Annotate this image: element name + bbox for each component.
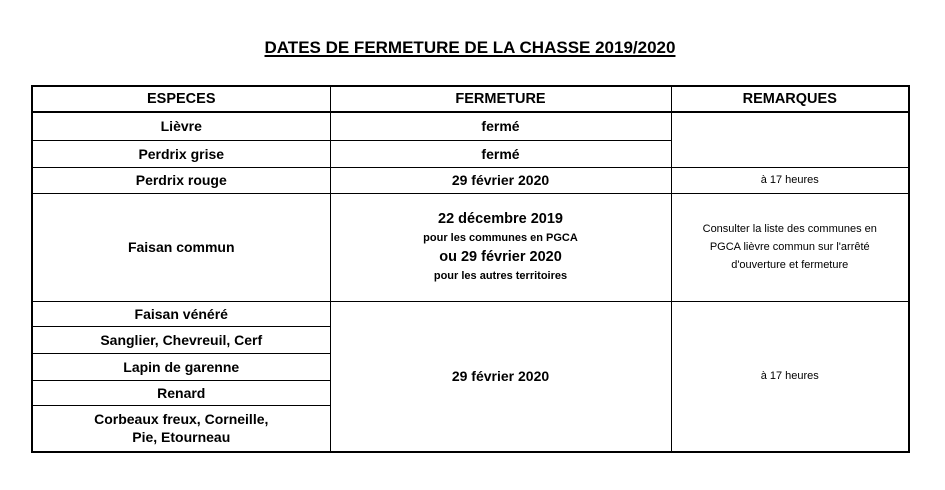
espece-cell: Lièvre — [32, 112, 330, 140]
espece-cell: Perdrix grise — [32, 140, 330, 167]
fermeture-cell-faisan — [330, 193, 671, 301]
header-especes: ESPECES — [32, 86, 330, 112]
fermeture-cell: fermé — [330, 112, 671, 140]
group-fermeture-cell: 29 février 2020 — [330, 301, 671, 452]
fermeture-line: pour les communes en PGCA — [423, 232, 578, 244]
remarque-line: d'ouverture et fermeture — [731, 259, 849, 271]
table-row — [32, 112, 909, 140]
espece-cell: Faisan commun — [32, 193, 330, 301]
remarque-cell: à 17 heures — [671, 167, 909, 193]
table-row — [32, 301, 909, 326]
remarque-cell — [671, 193, 909, 301]
espece-line: Pie, Etourneau — [132, 429, 231, 446]
espece-cell: Perdrix rouge — [32, 167, 330, 193]
espece-line: Corbeaux freux, Corneille, — [94, 411, 269, 428]
group-remarque-cell: à 17 heures — [671, 301, 909, 452]
fermeture-cell: 29 février 2020 — [330, 167, 671, 193]
page-title-text: DATES DE FERMETURE DE LA CHASSE 2019/2020 — [264, 38, 676, 57]
header-row — [32, 86, 909, 112]
espece-cell: Faisan vénéré — [32, 301, 330, 326]
fermeture-cell: fermé — [330, 140, 671, 167]
table-row — [32, 167, 909, 193]
espece-cell: Lapin de garenne — [32, 353, 330, 380]
remarque-line: PGCA lièvre commun sur l'arrêté — [709, 241, 870, 253]
espece-cell: Sanglier, Chevreuil, Cerf — [32, 326, 330, 353]
header-fermeture: FERMETURE — [330, 86, 671, 112]
header-remarques: REMARQUES — [671, 86, 909, 112]
fermeture-line: ou 29 février 2020 — [439, 249, 562, 265]
page-title — [0, 38, 940, 58]
fermeture-line: 22 décembre 2019 — [438, 211, 563, 227]
fermeture-line: pour les autres territoires — [433, 270, 568, 282]
espece-cell — [32, 405, 330, 452]
espece-cell: Renard — [32, 380, 330, 405]
closing-dates-table — [31, 85, 910, 453]
remarque-cell-empty — [671, 112, 909, 167]
remarque-line: Consulter la liste des communes en — [702, 223, 877, 235]
table-row — [32, 193, 909, 301]
